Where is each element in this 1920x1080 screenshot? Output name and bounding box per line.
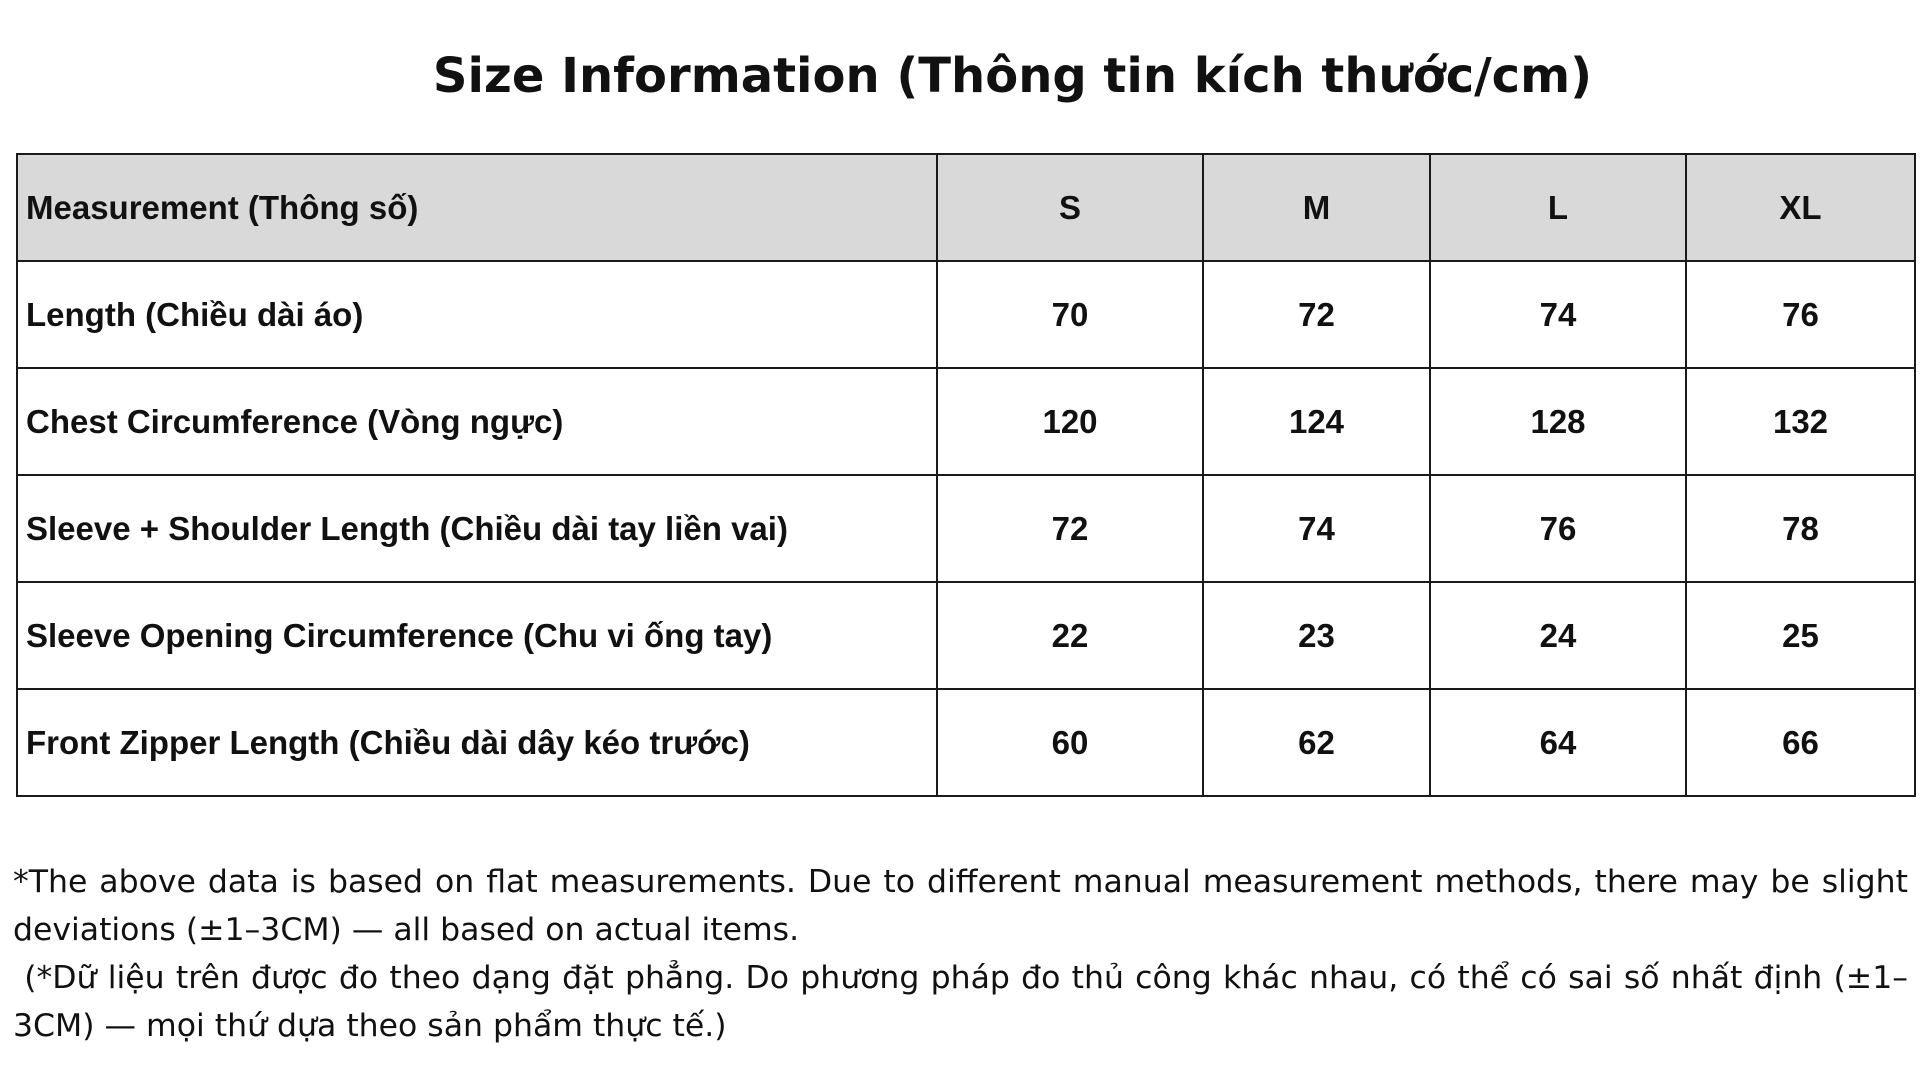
table-cell: 66 [1686, 689, 1915, 796]
table-cell: 23 [1203, 582, 1430, 689]
size-table [16, 153, 1916, 797]
table-cell: 74 [1430, 261, 1686, 368]
row-label-sleeve-opening: Sleeve Opening Circumference (Chu vi ống tay) [17, 582, 937, 689]
table-cell: 78 [1686, 475, 1915, 582]
table-header-row [17, 154, 1915, 261]
table-cell: 24 [1430, 582, 1686, 689]
header-size-xl: XL [1686, 154, 1915, 261]
row-label-sleeve-shoulder: Sleeve + Shoulder Length (Chiều dài tay liền vai) [17, 475, 937, 582]
table-cell: 62 [1203, 689, 1430, 796]
table-cell: 25 [1686, 582, 1915, 689]
table-cell: 124 [1203, 368, 1430, 475]
table-cell: 72 [937, 475, 1203, 582]
table-cell: 132 [1686, 368, 1915, 475]
note-vietnamese: (*Dữ liệu trên được đo theo dạng đặt phẳng. Do phương pháp đo thủ công khác nhau, có thể có sai số nhất định (±1–3CM) — mọi thứ dựa theo sản phẩm thực tế.) [13, 960, 1908, 1044]
header-size-s: S [937, 154, 1203, 261]
table-cell: 70 [937, 261, 1203, 368]
table-cell: 76 [1686, 261, 1915, 368]
table-row [17, 261, 1915, 368]
table-row [17, 368, 1915, 475]
row-label-front-zipper: Front Zipper Length (Chiều dài dây kéo trước) [17, 689, 937, 796]
page-title: Size Information (Thông tin kích thước/cm) [432, 48, 1593, 104]
row-label-chest: Chest Circumference (Vòng ngực) [17, 368, 937, 475]
table-cell: 74 [1203, 475, 1430, 582]
note-english: *The above data is based on flat measurements. Due to different manual measurement methods, there may be slight deviations (±1–3CM) — all based on actual items. [13, 864, 1908, 948]
header-size-m: M [1203, 154, 1430, 261]
table-cell: 60 [937, 689, 1203, 796]
table-cell: 22 [937, 582, 1203, 689]
table-row [17, 475, 1915, 582]
table-cell: 64 [1430, 689, 1686, 796]
table-cell: 76 [1430, 475, 1686, 582]
header-size-l: L [1430, 154, 1686, 261]
measurement-note [13, 858, 1908, 1050]
table-row [17, 689, 1915, 796]
header-measurement: Measurement (Thông số) [17, 154, 937, 261]
table-cell: 120 [937, 368, 1203, 475]
table-cell: 72 [1203, 261, 1430, 368]
table-cell: 128 [1430, 368, 1686, 475]
row-label-length: Length (Chiều dài áo) [17, 261, 937, 368]
table-row [17, 582, 1915, 689]
